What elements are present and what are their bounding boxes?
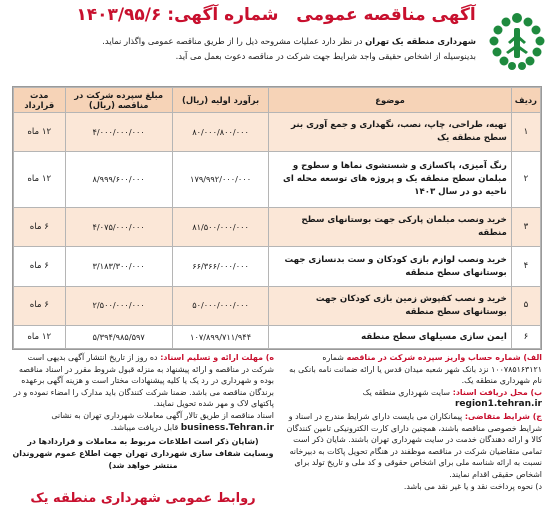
header-deposit: مبلغ سپرده شرکت در مناقصه (ریال): [65, 88, 172, 113]
intro-organization: شهرداری منطقه یک تهران: [365, 36, 476, 46]
row-initial-cost: ۱۰۷/۸۹۹/۷۱۱/۹۴۴: [172, 326, 269, 349]
municipality-tree-logo-icon: [486, 8, 548, 74]
condition-e-text: ده روز از تاریخ انتشار آگهی بدیهی است شرکت در مناقصه و ارائه پیشنهاد به منزله قبول شروط مقرر در اسناد مناقصه بوده و شهرداری در رد یک یا کلیه پیشنهادات مختار است و هزینه آگهی برعهده برندگان مناقصه می باشد. ضمنا شرکت کنندگان باید مدارک را امضاء نموده و در پاکتهای لاک و مهر شده تحویل نمایند.: [13, 353, 274, 409]
condition-a-label: الف) شماره حساب واریز سپرده شرکت در مناقصه: [343, 353, 542, 362]
row-number: ۳: [511, 208, 540, 247]
header-subject: موضوع: [269, 88, 511, 113]
row-initial-cost: ۸۰/۰۰۰/۸۰۰/۰۰۰: [172, 113, 269, 152]
table-row: [14, 247, 541, 286]
row-subject: رنگ آمیزی، پاکسازی و شستشوی نماها و سطوح و مبلمان سطح منطقه یک و پروژه های توسعه محله ای ناحیه دو در سال ۱۴۰۳: [269, 152, 511, 208]
table-row: [14, 208, 541, 247]
intro-text-1: در نظر دارد عملیات مشروحه ذیل را از طریق مناقصه عمومی واگذار نماید.: [102, 36, 366, 46]
condition-b-label: ب) محل دریافت اسناد:: [449, 387, 542, 397]
table-row: [14, 113, 541, 152]
region-site-link[interactable]: region1.tehran.ir: [454, 399, 542, 410]
tender-table: [13, 87, 541, 349]
row-deposit: ۲/۵۰۰/۰۰۰/۰۰۰: [65, 286, 172, 325]
business-site-link[interactable]: business.Tehran.ir: [180, 422, 274, 433]
row-subject: تهیه، طراحی، چاپ، نصب، نگهداری و جمع آوری بنر سطح منطقه یک: [269, 113, 511, 152]
row-subject: خرید و نصب کفپوش زمین بازی کودکان جهت بوستانهای سطح منطقه: [269, 286, 511, 325]
condition-d-text: د) نحوه پرداخت نقد و یا غیر نقد می باشد.: [403, 481, 542, 491]
condition-f-text: اسناد مناقصه از طریق تالار آگهی معاملات شهرداری تهران به نشانی: [51, 410, 274, 420]
row-duration: ۶ ماه: [14, 286, 66, 325]
table-row: [14, 326, 541, 349]
row-duration: ۱۲ ماه: [14, 152, 66, 208]
row-deposit: ۴/۰۷۵/۰۰۰/۰۰۰: [65, 208, 172, 247]
row-subject: خرید ونصب مبلمان پارکی جهت بوستانهای سطح منطقه: [269, 208, 511, 247]
row-initial-cost: ۵۰/۰۰۰/۰۰۰/۰۰۰: [172, 286, 269, 325]
condition-c-text: پیمانکاران می بایست دارای شرایط مندرج در اسناد و شرایط خصوصی مناقصه باشند، همچنین دارای کارت الکترونیکی تامین کنندگان کالا و ارائه دهندگان خدمت در سایت شهرداری تهران باشند. شایان ذکر است تمامی متقاضیان شرکت در مناقصه موظفند در هنگام تحویل پاکات به دبیرخانه نسبت به ارائه شناسه ملی برای اشخاص حقوقی و کد ملی و تاریخ تولد برای اشخاص حقیقی اقدام نمایند.: [286, 411, 542, 479]
conditions-right-column: [278, 352, 542, 508]
header-row-number: ردیف: [511, 88, 540, 113]
row-subject: ایمن سازی مسیلهای سطح منطقه: [269, 326, 511, 349]
transparency-note: (شایان ذکر است اطلاعات مربوط به معاملات و قراردادها در وبسایت شفاف سازی شهرداری تهران جهت اطلاع عموم شهروندان منتشر خواهد شد): [12, 437, 274, 471]
conditions-left-column: [12, 352, 274, 508]
condition-f-text-2: قابل دریافت میباشد.: [110, 422, 181, 432]
notice-title: [76, 4, 476, 26]
conditions-section: [12, 352, 542, 510]
row-duration: ۶ ماه: [14, 208, 66, 247]
row-number: ۲: [511, 152, 540, 208]
row-number: ۱: [511, 113, 540, 152]
row-deposit: ۴/۰۰۰/۰۰۰/۰۰۰: [65, 113, 172, 152]
header-initial-cost: برآورد اولیه (ریال): [172, 88, 269, 113]
row-number: ۴: [511, 247, 540, 286]
condition-a-text: شماره ۱۰۰۷۸۵۱۶۳۱۲۱ نزد بانک شهر شعبه میدان قدس یا ارائه ضمانت نامه بانکی به نام شهرداری منطقه یک.: [289, 353, 542, 386]
intro-text-2: بدینوسیله از اشخاص حقیقی واجد شرایط جهت شرکت در مناقصه دعوت بعمل می آید.: [175, 51, 476, 61]
row-deposit: ۳/۱۸۳/۳۰۰/۰۰۰: [65, 247, 172, 286]
row-initial-cost: ۱۷۹/۹۹۲/۰۰۰/۰۰۰: [172, 152, 269, 208]
row-initial-cost: ۶۶/۳۶۶/۰۰۰/۰۰۰: [172, 247, 269, 286]
row-subject: خرید ونصب لوازم بازی کودکان و ست بدنسازی جهت بوستانهای سطح منطقه: [269, 247, 511, 286]
header-duration: مدت قرارداد: [14, 88, 66, 113]
table-row: [14, 152, 541, 208]
row-initial-cost: ۸۱/۵۰۰/۰۰۰/۰۰۰: [172, 208, 269, 247]
notice-number: شماره آگهی: ۱۴۰۳/۹۵/۶: [76, 5, 279, 25]
row-duration: ۱۲ ماه: [14, 113, 66, 152]
table-header-row: [14, 88, 541, 113]
notice-intro: [96, 34, 476, 64]
title-spacer: [284, 5, 290, 25]
tender-table-wrapper: [12, 86, 542, 350]
notice-header: [0, 0, 554, 82]
condition-b-text: سایت شهرداری منطقه یک: [362, 387, 450, 397]
condition-e-label: ه) مهلت ارائه و تسلیم اسناد:: [157, 353, 274, 362]
row-deposit: ۵/۳۹۴/۹۸۵/۵۹۷: [65, 326, 172, 349]
public-relations-signature: روابط عمومی شهرداری منطقه یک: [30, 491, 256, 506]
row-number: ۵: [511, 286, 540, 325]
row-number: ۶: [511, 326, 540, 349]
row-duration: ۶ ماه: [14, 247, 66, 286]
row-duration: ۱۲ ماه: [14, 326, 66, 349]
table-row: [14, 286, 541, 325]
condition-c-label: ج) شرایط متقاضی:: [462, 411, 542, 421]
notice-title-main: آگهی مناقصه عمومی: [296, 5, 476, 25]
row-deposit: ۸/۹۹۹/۶۰۰/۰۰۰: [65, 152, 172, 208]
